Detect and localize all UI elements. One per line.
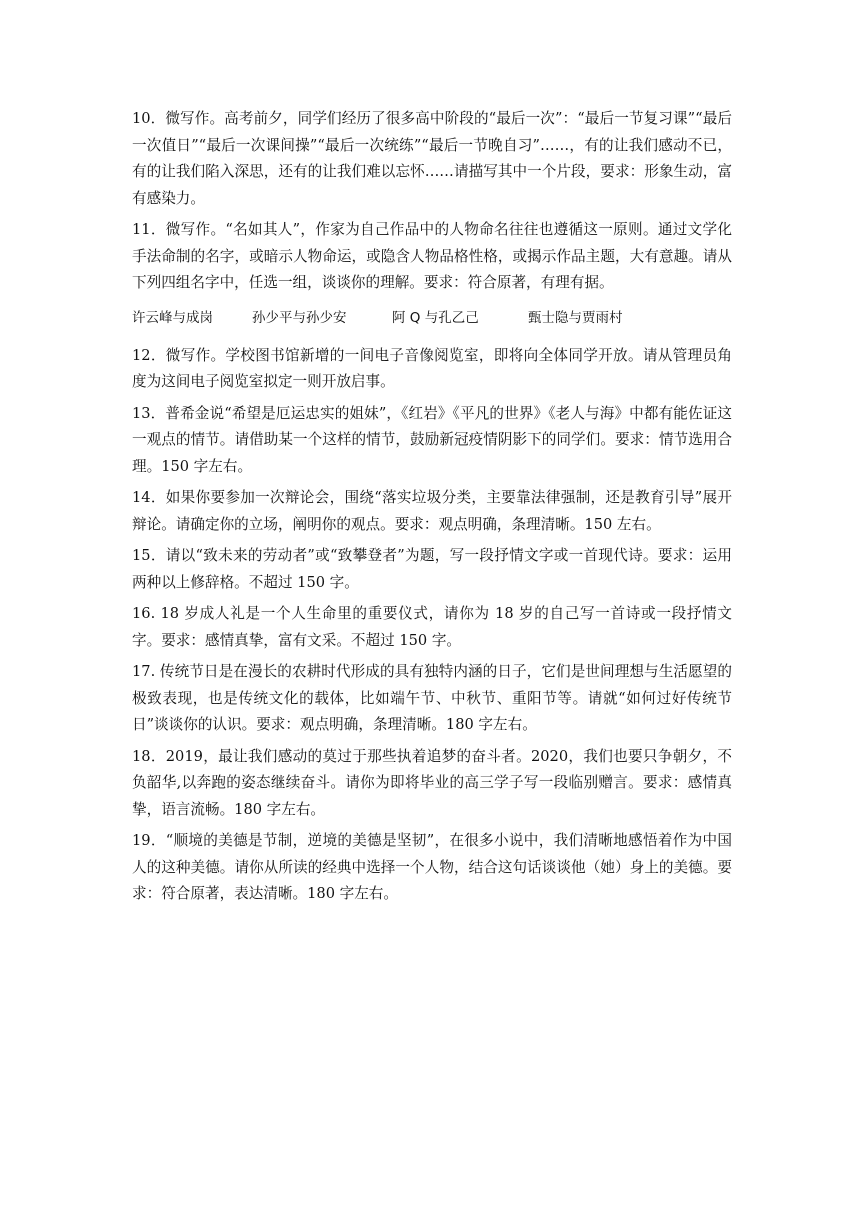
name-group-1: 许云峰与成岗 [132,309,213,326]
question-18: 18．2019，最让我们感动的莫过于那些执着追梦的奋斗者。2020，我们也要只争朝夕，不负韶华,以奔跑的姿态继续奋斗。请你为即将毕业的高三学子写一段临别赠言。要求：感情真挚，语言流畅。180 字左右。 [132,747,732,818]
name-groups [132,305,732,331]
question-15: 15．请以“致未来的劳动者”或“致攀登者”为题，写一段抒情文字或一首现代诗。要求：运用两种以上修辞格。不超过 150 字。 [132,547,732,591]
question-10: 10．微写作。高考前夕，同学们经历了很多高中阶段的“最后一次”：“最后一节复习课”“最后一次值日”“最后一次课间操”“最后一次统练”“最后一节晚自习”……，有的让我们感动不已，有的让我们陷入深思，还有的让我们难以忘怀……请描写其中一个片段，要求：形象生动，富有感染力。 [132,110,732,207]
question-11: 11．微写作。“名如其人”，作家为自己作品中的人物命名往往也遵循这一原则。通过文学化手法命制的名字，或暗示人物命运，或隐含人物品格性格，或揭示作品主题，大有意趣。请从下列四组名字中，任选一组，谈谈你的理解。要求：符合原著，有理有据。 [132,221,732,291]
document-page [132,106,732,913]
question-17: 17. 传统节日是在漫长的农耕时代形成的具有独特内涵的日子，它们是世间理想与生活愿望的极致表现，也是传统文化的载体，比如端午节、中秋节、重阳节等。请就“如何过好传统节日”谈谈你的认识。要求：观点明确，条理清晰。180 字左右。 [132,663,732,733]
name-group-4: 甄士隐与贾雨村 [528,309,623,326]
question-14: 14．如果你要参加一次辩论会，围绕“落实垃圾分类，主要靠法律强制，还是教育引导”展开辩论。请确定你的立场，阐明你的观点。要求：观点明确，条理清晰。150 左右。 [132,489,732,533]
name-group-3: 阿 Q 与孔乙己 [392,309,479,326]
question-16: 16. 18 岁成人礼是一个人生命里的重要仪式，请你为 18 岁的自己写一首诗或一段抒情文字。要求：感情真挚，富有文采。不超过 150 字。 [132,605,732,649]
question-19: 19．“顺境的美德是节制，逆境的美德是坚韧”，在很多小说中，我们清晰地感悟着作为中国人的这种美德。请你从所读的经典中选择一个人物，结合这句话谈谈他（她）身上的美德。要求：符合原著，表达清晰。180 字左右。 [132,832,732,902]
question-13: 13．普希金说“希望是厄运忠实的姐妹”，《红岩》《平凡的世界》《老人与海》中都有能佐证这一观点的情节。请借助某一个这样的情节，鼓励新冠疫情阴影下的同学们。要求：情节选用合理。150 字左右。 [132,404,732,475]
question-12: 12．微写作。学校图书馆新增的一间电子音像阅览室，即将向全体同学开放。请从管理员角度为这间电子阅览室拟定一则开放启事。 [132,346,732,390]
name-group-2: 孙少平与孙少安 [252,309,347,326]
